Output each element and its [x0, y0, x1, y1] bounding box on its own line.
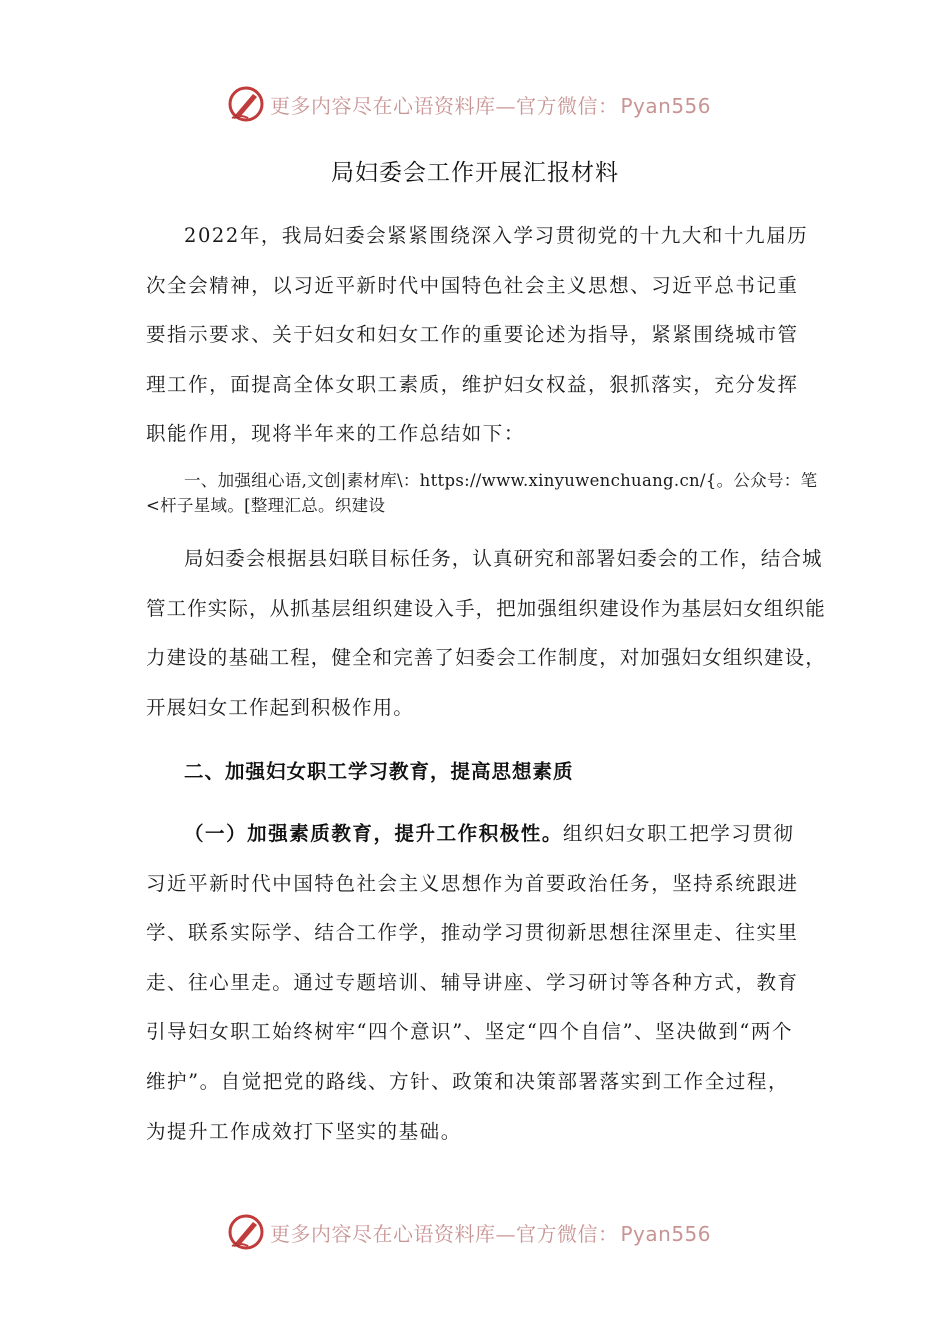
watermark-dash: — — [495, 94, 516, 118]
watermark-site: 更多内容尽在心语资料库 — [270, 94, 496, 118]
subsection1-paragraph — [146, 809, 810, 1156]
section2-heading: 二、加强妇女职工学习教育，提高思想素质 — [184, 760, 574, 783]
section1-body: 局妇委会根据县妇联目标任务，认真研究和部署妇委会的工作，结合城管工作实际，从抓基层组织建设入手，把加强组织建设作为基层妇女组织能力建设的基础工程，健全和完善了妇委会工作制度，对加强妇女组织建设，开展妇女工作起到积极作用。 — [146, 547, 826, 719]
subsection1-lead: （一）加强素质教育，提升工作积极性。 — [184, 822, 563, 845]
watermark-banner-bottom — [0, 1210, 950, 1254]
section1-heading-line: 一、加强组心语,文创|素材库\：https://www.xinyuwenchuang.cn/{。公众号：笔<杆子星域。[整理汇总。织建设 — [146, 471, 818, 515]
watermark-banner-top — [0, 82, 950, 126]
watermark-text — [270, 1218, 711, 1247]
page-title: 局妇委会工作开展汇报材料 — [331, 160, 619, 186]
subsection1-body: 组织妇女职工把学习贯彻习近平新时代中国特色社会主义思想作为首要政治任务，坚持系统跟进学、联系实际学、结合工作学，推动学习贯彻新思想往深里走、往实里走、往心里走。通过专题培训、辅导讲座、学习研讨等各种方式，教育引导妇女职工始终树牢“四个意识”、坚定“四个自信”、坚决做到“两个维护”。自觉把党的路线、方针、政策和决策部署落实到工作全过程，为提升工作成效打下坚实的基础。 — [146, 822, 799, 1143]
pen-logo-icon — [226, 84, 266, 124]
watermark-handle: Pyan556 — [620, 1222, 712, 1246]
watermark-official-label: 官方微信： — [516, 1222, 619, 1246]
pen-logo-icon — [226, 1212, 266, 1252]
watermark-official-label: 官方微信： — [516, 94, 619, 118]
watermark-handle: Pyan556 — [620, 94, 712, 118]
intro-paragraph: 2022年，我局妇委会紧紧围绕深入学习贯彻党的十九大和十九届历次全会精神，以习近平新时代中国特色社会主义思想、习近平总书记重要指示要求、关于妇女和妇女工作的重要论述为指导，紧紧围绕城市管理工作，面提高全体女职工素质，维护妇女权益，狠抓落实，充分发挥职能作用，现将半年来的工作总结如下： — [146, 224, 809, 446]
watermark-text — [270, 90, 711, 119]
watermark-site: 更多内容尽在心语资料库 — [270, 1222, 496, 1246]
watermark-dash: — — [495, 1222, 516, 1246]
